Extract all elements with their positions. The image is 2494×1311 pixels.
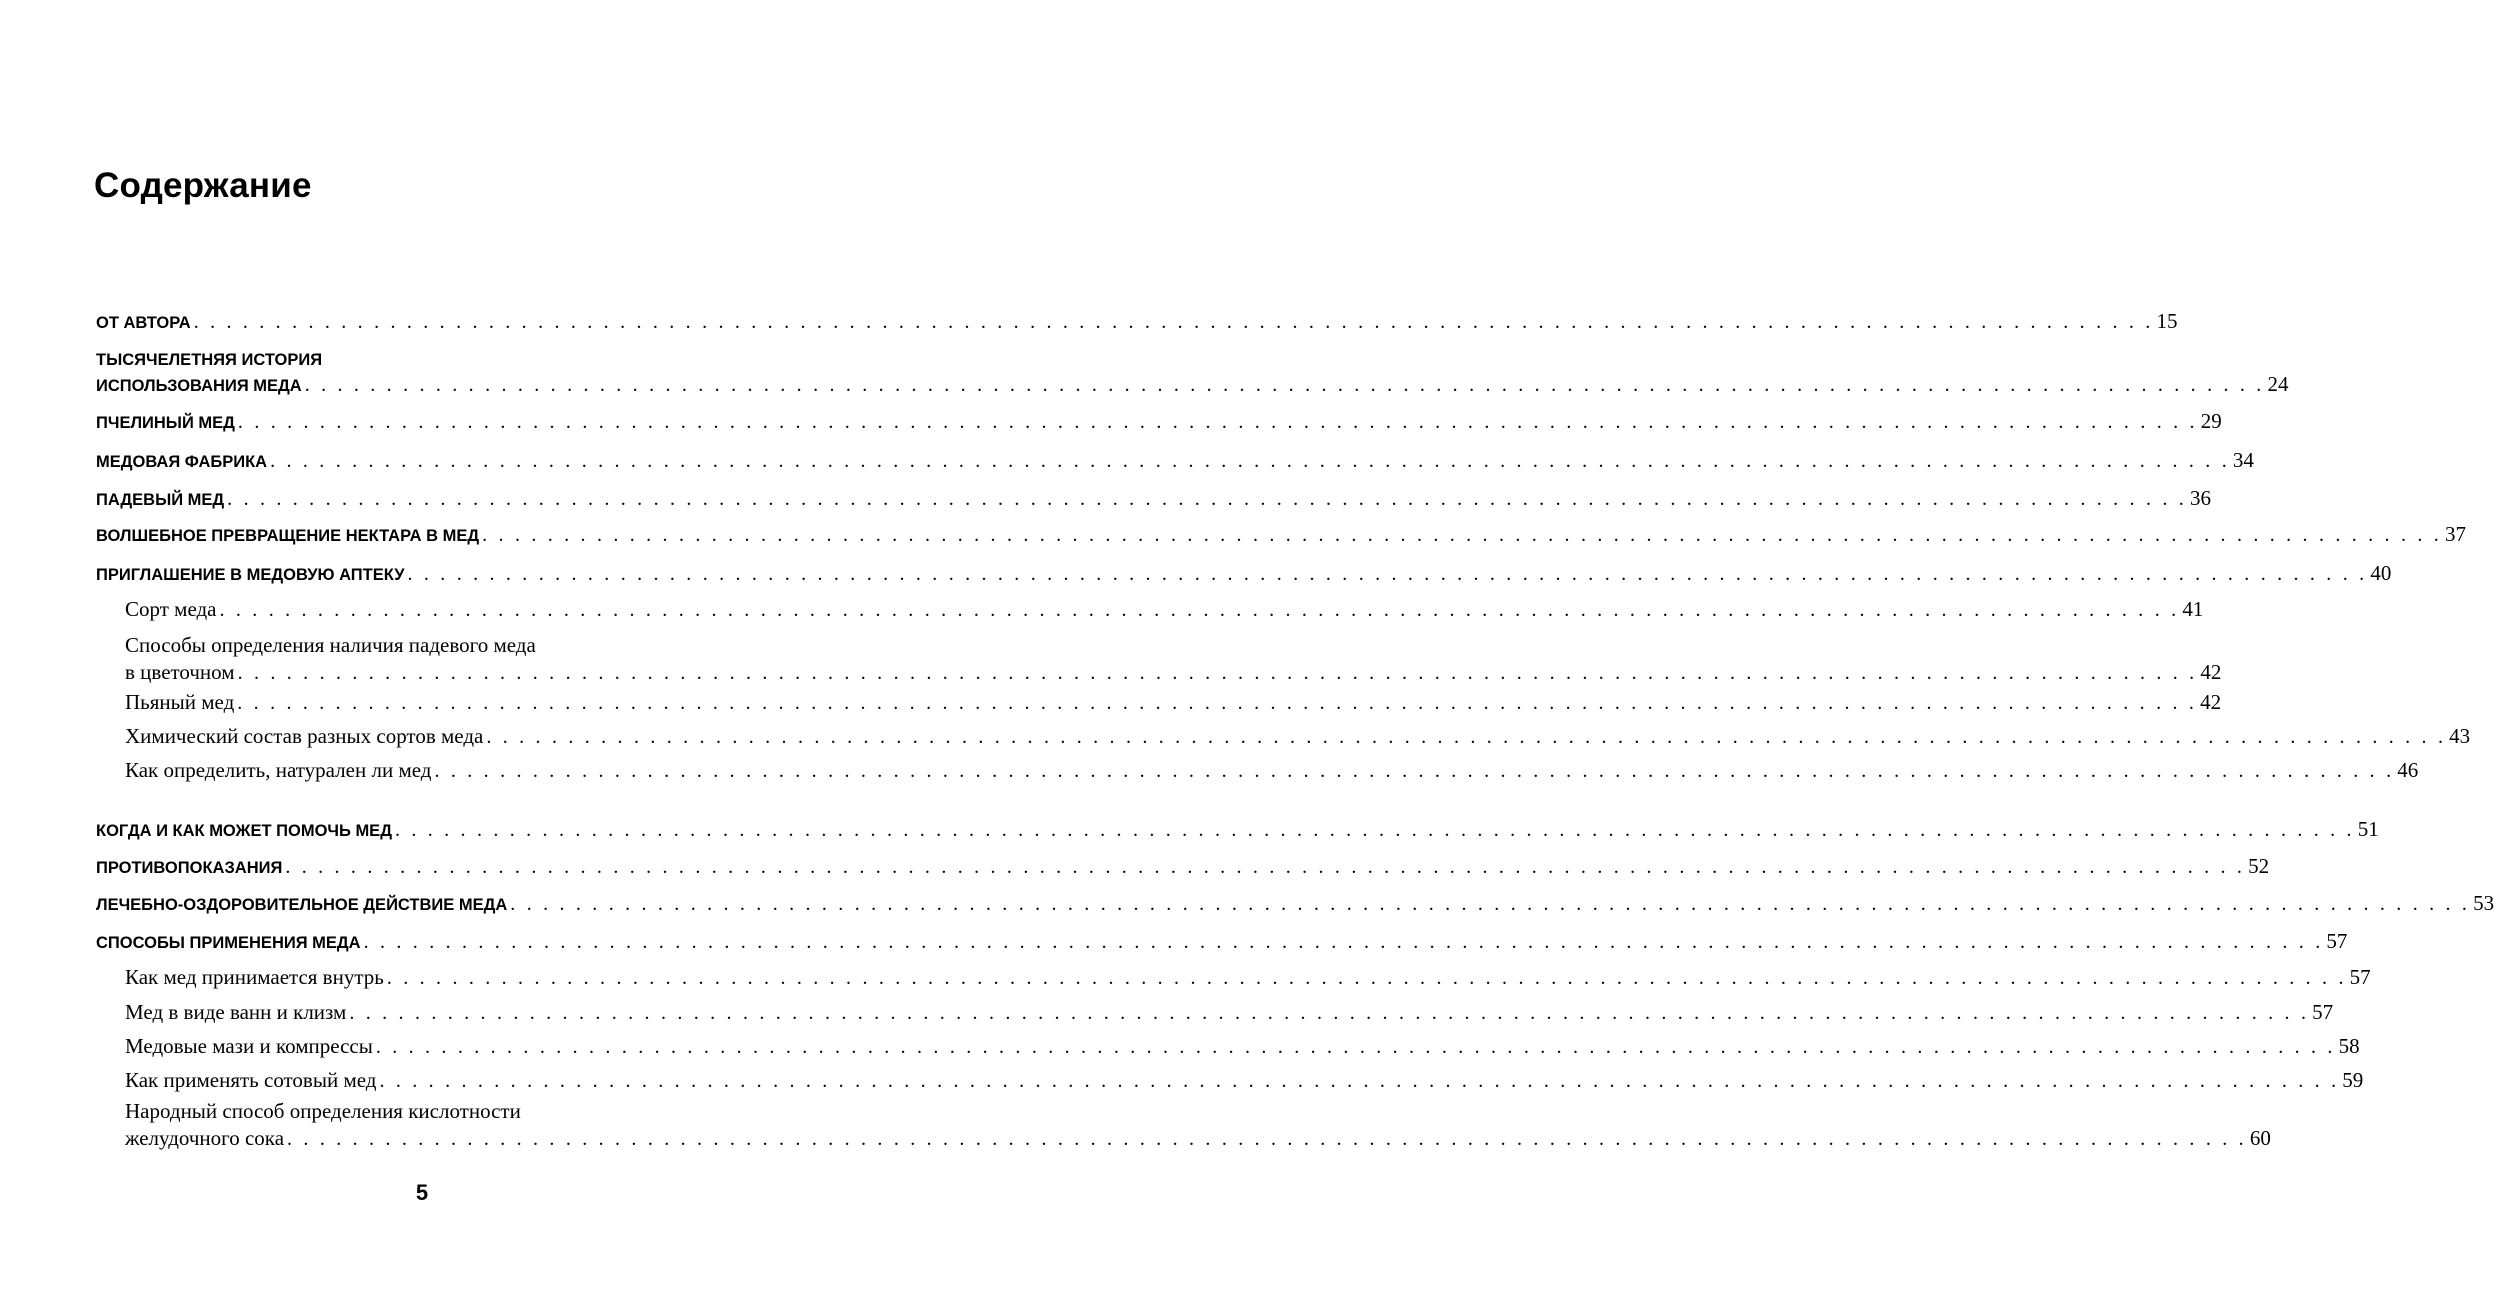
dot-leader: . . . . . . . . . . . . . . . . . . . . . . . . . . . . . . . . . . . . . . . . . . . . . . . . . . . . . . . . . . . . . . . . . . . . . . . . . . . . . . . . . . . . . . . . . . . . . . . . . . . . . . . . . . . . . . . . . . . . . . . . [227, 488, 2187, 510]
toc-entry-title: Как применять сотовый мед [125, 1068, 377, 1092]
dot-leader: . . . . . . . . . . . . . . . . . . . . . . . . . . . . . . . . . . . . . . . . . . . . . . . . . . . . . . . . . . . . . . . . . . . . . . . . . . . . . . . . . . . . . . . . . . . . . . . . . . . . . . . . . . . . . . . . . . . . . . . . [375, 1036, 2336, 1058]
toc-entry-title: КОГДА И КАК МОЖЕТ ПОМОЧЬ МЕД [96, 822, 392, 840]
toc-entry-line [96, 448, 2254, 473]
dot-leader: . . . . . . . . . . . . . . . . . . . . . . . . . . . . . . . . . . . . . . . . . . . . . . . . . . . . . . . . . . . . . . . . . . . . . . . . . . . . . . . . . . . . . . . . . . . . . . . . . . . . . . . . . . . . . . . . . . . . . . . . [270, 450, 2230, 472]
toc-entry-page: 58 [2338, 1034, 2360, 1058]
toc-entry-title: ПЧЕЛИНЫЙ МЕД [96, 414, 235, 432]
toc-entry[interactable] [96, 448, 2254, 473]
toc-entry-page: 51 [2357, 817, 2379, 841]
toc-entry-line [96, 486, 2211, 511]
dot-leader: . . . . . . . . . . . . . . . . . . . . . . . . . . . . . . . . . . . . . . . . . . . . . . . . . . . . . . . . . . . . . . . . . . . . . . . . . . . . . . . . . . . . . . . . . . . . . . . . . . . . . . . . . . . . . . . . . . . . . . . . [237, 662, 2198, 684]
toc-entry-line [125, 1000, 2334, 1025]
toc-entry[interactable] [96, 522, 2466, 547]
dot-leader: . . . . . . . . . . . . . . . . . . . . . . . . . . . . . . . . . . . . . . . . . . . . . . . . . . . . . . . . . . . . . . . . . . . . . . . . . . . . . . . . . . . . . . . . . . . . . . . . . . . . . . . . . . . . . . . . . . . . . . . . [285, 856, 2246, 878]
toc-entry[interactable] [125, 1034, 2360, 1059]
toc-entry-title: ЛЕЧЕБНО-ОЗДОРОВИТЕЛЬНОЕ ДЕЙСТВИЕ МЕДА [96, 896, 508, 914]
toc-entry-page: 34 [2232, 448, 2254, 472]
dot-leader: . . . . . . . . . . . . . . . . . . . . . . . . . . . . . . . . . . . . . . . . . . . . . . . . . . . . . . . . . . . . . . . . . . . . . . . . . . . . . . . . . . . . . . . . . . . . . . . . . . . . . . . . . . . . . . . . . . . . . . . . [219, 599, 2180, 621]
toc-entry-line [96, 817, 2379, 842]
toc-entry[interactable] [96, 486, 2211, 511]
toc-entry[interactable] [125, 1068, 2364, 1093]
dot-leader: . . . . . . . . . . . . . . . . . . . . . . . . . . . . . . . . . . . . . . . . . . . . . . . . . . . . . . . . . . . . . . . . . . . . . . . . . . . . . . . . . . . . . . . . . . . . . . . . . . . . . . . . . . . . . . . . . . . . . . . . [486, 726, 2447, 748]
toc-entry-page: 42 [2200, 690, 2222, 714]
toc-entry-title: Как определить, натурален ли мед [125, 758, 432, 782]
toc-entry-line [96, 522, 2466, 547]
toc-entry-line [125, 597, 2204, 622]
toc-entry[interactable] [96, 817, 2379, 842]
dot-leader: . . . . . . . . . . . . . . . . . . . . . . . . . . . . . . . . . . . . . . . . . . . . . . . . . . . . . . . . . . . . . . . . . . . . . . . . . . . . . . . . . . . . . . . . . . . . . . . . . . . . . . . . . . . . . . . . . . . . . . . . [193, 311, 2154, 333]
dot-leader: . . . . . . . . . . . . . . . . . . . . . . . . . . . . . . . . . . . . . . . . . . . . . . . . . . . . . . . . . . . . . . . . . . . . . . . . . . . . . . . . . . . . . . . . . . . . . . . . . . . . . . . . . . . . . . . . . . . . . . . . [304, 374, 2265, 396]
toc-entry[interactable] [96, 309, 2178, 334]
toc-entry[interactable] [125, 724, 2471, 749]
dot-leader: . . . . . . . . . . . . . . . . . . . . . . . . . . . . . . . . . . . . . . . . . . . . . . . . . . . . . . . . . . . . . . . . . . . . . . . . . . . . . . . . . . . . . . . . . . . . . . . . . . . . . . . . . . . . . . . . . . . . . . . . [434, 760, 2395, 782]
toc-entry-page: 40 [2370, 561, 2392, 585]
toc-entry-title: ПРИГЛАШЕНИЕ В МЕДОВУЮ АПТЕКУ [96, 566, 405, 584]
toc-entry-page: 57 [2349, 965, 2371, 989]
toc-entry-line [96, 561, 2392, 586]
toc-entry-line [96, 372, 2289, 397]
toc-entry[interactable] [125, 597, 2204, 622]
toc-entry-page: 43 [2449, 724, 2471, 748]
toc-entry-page: 42 [2200, 660, 2222, 684]
toc-entry-line [96, 309, 2178, 334]
toc-entry-title: Медовые мази и компрессы [125, 1034, 373, 1058]
toc-entry-title: ИСПОЛЬЗОВАНИЯ МЕДА [96, 377, 302, 395]
toc-entry-title: Сорт меда [125, 597, 217, 621]
toc-entry-page: 57 [2326, 929, 2348, 953]
toc-entry[interactable] [96, 409, 2222, 434]
toc-entry-line [125, 690, 2222, 715]
toc-entry-title: Мед в виде ванн и клизм [125, 1000, 347, 1024]
dot-leader: . . . . . . . . . . . . . . . . . . . . . . . . . . . . . . . . . . . . . . . . . . . . . . . . . . . . . . . . . . . . . . . . . . . . . . . . . . . . . . . . . . . . . . . . . . . . . . . . . . . . . . . . . . . . . . . . . . . . . . . . [379, 1070, 2340, 1092]
toc-entry-title: ПРОТИВОПОКАЗАНИЯ [96, 859, 283, 877]
toc-entry[interactable] [96, 929, 2348, 954]
dot-leader: . . . . . . . . . . . . . . . . . . . . . . . . . . . . . . . . . . . . . . . . . . . . . . . . . . . . . . . . . . . . . . . . . . . . . . . . . . . . . . . . . . . . . . . . . . . . . . . . . . . . . . . . . . . . . . . . . . . . . . . . [349, 1002, 2310, 1024]
toc-entry[interactable] [125, 758, 2419, 783]
toc-entry[interactable] [96, 348, 2289, 397]
toc-entry-page: 59 [2342, 1068, 2364, 1092]
dot-leader: . . . . . . . . . . . . . . . . . . . . . . . . . . . . . . . . . . . . . . . . . . . . . . . . . . . . . . . . . . . . . . . . . . . . . . . . . . . . . . . . . . . . . . . . . . . . . . . . . . . . . . . . . . . . . . . . . . . . . . . . [287, 1128, 2247, 1150]
toc-entry-line [125, 660, 2222, 685]
toc-entry-title-line: ТЫСЯЧЕЛЕТНЯЯ ИСТОРИЯ [96, 351, 323, 369]
toc-entry-line [96, 854, 2270, 879]
toc-entry-line [125, 1126, 2271, 1151]
toc-entry[interactable] [125, 1000, 2334, 1025]
dot-leader: . . . . . . . . . . . . . . . . . . . . . . . . . . . . . . . . . . . . . . . . . . . . . . . . . . . . . . . . . . . . . . . . . . . . . . . . . . . . . . . . . . . . . . . . . . . . . . . . . . . . . . . . . . . . . . . . . . . . . . . . [482, 524, 2442, 546]
dot-leader: . . . . . . . . . . . . . . . . . . . . . . . . . . . . . . . . . . . . . . . . . . . . . . . . . . . . . . . . . . . . . . . . . . . . . . . . . . . . . . . . . . . . . . . . . . . . . . . . . . . . . . . . . . . . . . . . . . . . . . . . [510, 893, 2471, 915]
toc-entry-title: Как мед принимается внутрь [125, 965, 384, 989]
toc-entry-page: 37 [2444, 522, 2466, 546]
toc-entry-page: 46 [2397, 758, 2419, 782]
toc-entry[interactable] [125, 690, 2222, 715]
toc-entry-page: 15 [2156, 309, 2178, 333]
dot-leader: . . . . . . . . . . . . . . . . . . . . . . . . . . . . . . . . . . . . . . . . . . . . . . . . . . . . . . . . . . . . . . . . . . . . . . . . . . . . . . . . . . . . . . . . . . . . . . . . . . . . . . . . . . . . . . . . . . . . . . . . [386, 967, 2347, 989]
toc-entry-title: СПОСОБЫ ПРИМЕНЕНИЯ МЕДА [96, 934, 361, 952]
toc-entry-title: желудочного сока [125, 1126, 285, 1150]
toc-entry-title-line: Способы определения наличия падевого меда [125, 633, 536, 657]
toc-entry-page: 53 [2473, 891, 2494, 915]
toc-entry-title: ПАДЕВЫЙ МЕД [96, 491, 225, 509]
toc-entry-page: 36 [2189, 486, 2211, 510]
dot-leader: . . . . . . . . . . . . . . . . . . . . . . . . . . . . . . . . . . . . . . . . . . . . . . . . . . . . . . . . . . . . . . . . . . . . . . . . . . . . . . . . . . . . . . . . . . . . . . . . . . . . . . . . . . . . . . . . . . . . . . . . [394, 819, 2355, 841]
toc-entry-page: 29 [2200, 409, 2222, 433]
dot-leader: . . . . . . . . . . . . . . . . . . . . . . . . . . . . . . . . . . . . . . . . . . . . . . . . . . . . . . . . . . . . . . . . . . . . . . . . . . . . . . . . . . . . . . . . . . . . . . . . . . . . . . . . . . . . . . . . . . . . . . . . [363, 931, 2324, 953]
toc-entry-title: ВОЛШЕБНОЕ ПРЕВРАЩЕНИЕ НЕКТАРА В МЕД [96, 527, 480, 545]
toc-entry-title: МЕДОВАЯ ФАБРИКА [96, 453, 268, 471]
page-title: Содержание [94, 166, 312, 205]
toc-entry-title: Химический состав разных сортов меда [125, 724, 484, 748]
toc-entry[interactable] [125, 965, 2371, 990]
toc-entry-page: 24 [2267, 372, 2289, 396]
toc-entry[interactable] [125, 631, 2222, 685]
toc-entry[interactable] [96, 561, 2392, 586]
toc-entry-line [125, 965, 2371, 990]
toc-entry-line [125, 724, 2471, 749]
toc-entry-page: 41 [2182, 597, 2204, 621]
toc-entry-line [125, 758, 2419, 783]
toc-entry-page: 52 [2248, 854, 2270, 878]
toc-entry[interactable] [125, 1097, 2271, 1151]
toc-entry-line [96, 929, 2348, 954]
dot-leader: . . . . . . . . . . . . . . . . . . . . . . . . . . . . . . . . . . . . . . . . . . . . . . . . . . . . . . . . . . . . . . . . . . . . . . . . . . . . . . . . . . . . . . . . . . . . . . . . . . . . . . . . . . . . . . . . . . . . . . . . [237, 411, 2198, 433]
toc-entry-title: Пьяный мед [125, 690, 235, 714]
toc-entry-title: в цветочном [125, 660, 235, 684]
toc-entry[interactable] [96, 854, 2270, 879]
toc-entry-line [96, 891, 2494, 916]
toc-entry-line [125, 1034, 2360, 1059]
toc-entry-page: 60 [2249, 1126, 2271, 1150]
toc-entry-line [125, 1068, 2364, 1093]
dot-leader: . . . . . . . . . . . . . . . . . . . . . . . . . . . . . . . . . . . . . . . . . . . . . . . . . . . . . . . . . . . . . . . . . . . . . . . . . . . . . . . . . . . . . . . . . . . . . . . . . . . . . . . . . . . . . . . . . . . . . . . . [237, 692, 2198, 714]
toc-entry[interactable] [96, 891, 2494, 916]
toc-entry-title: ОТ АВТОРА [96, 314, 191, 332]
page-number: 5 [415, 1180, 429, 1205]
toc-entry-line [96, 409, 2222, 434]
dot-leader: . . . . . . . . . . . . . . . . . . . . . . . . . . . . . . . . . . . . . . . . . . . . . . . . . . . . . . . . . . . . . . . . . . . . . . . . . . . . . . . . . . . . . . . . . . . . . . . . . . . . . . . . . . . . . . . . . . . . . . . . [407, 563, 2368, 585]
toc-entry-title-line: Народный способ определения кислотности [125, 1099, 521, 1123]
toc-entry-page: 57 [2312, 1000, 2334, 1024]
